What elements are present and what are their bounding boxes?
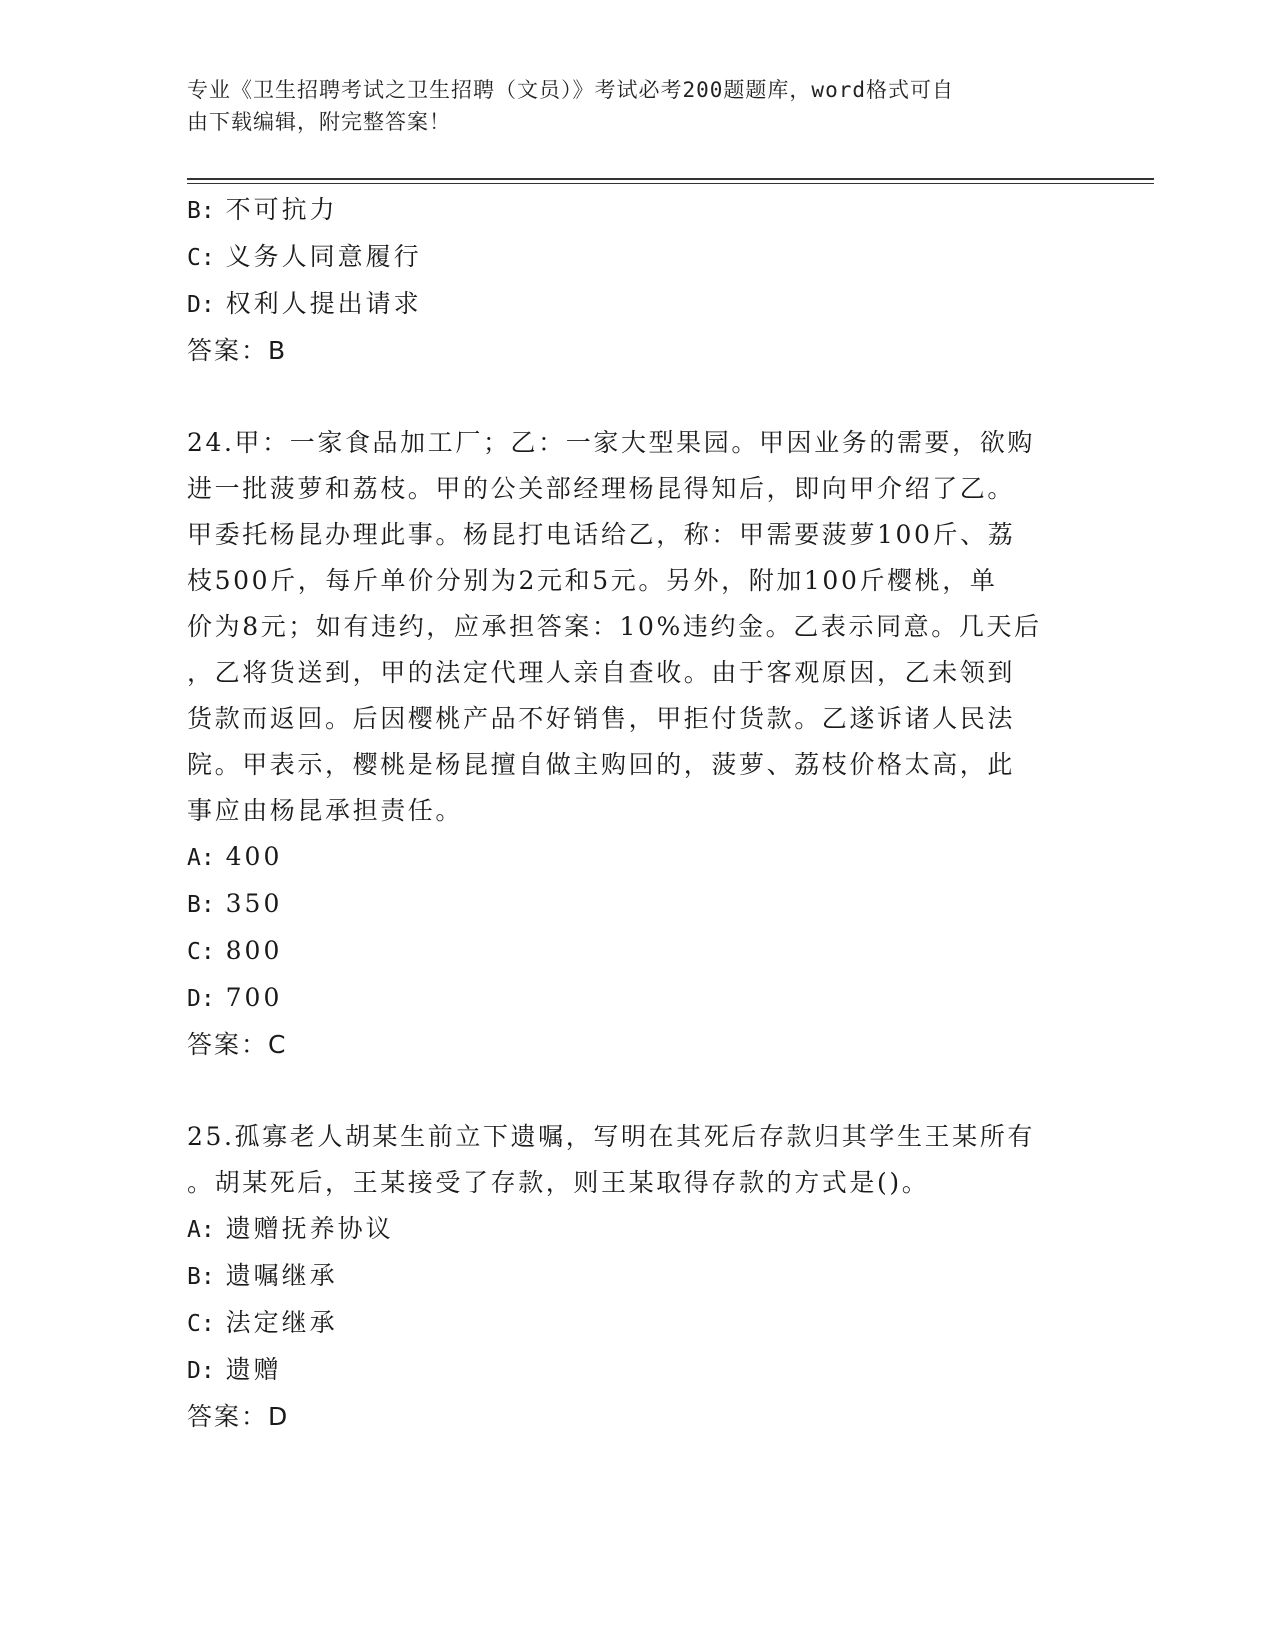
stem-line: 。胡某死后，王某接受了存款，则王某取得存款的方式是()。 xyxy=(187,1168,930,1197)
option-a xyxy=(187,834,1087,881)
option-text: 不可抗力 xyxy=(225,195,338,224)
option-b xyxy=(187,187,1087,234)
stem-line: 货款而返回。后因樱桃产品不好销售，甲拒付货款。乙遂诉诸人民法 xyxy=(187,704,1016,733)
document-body xyxy=(187,187,1087,1440)
option-letter: D: xyxy=(187,292,215,318)
option-letter: C: xyxy=(187,939,215,965)
stem-line: ，乙将货送到，甲的法定代理人亲自查收。由于客观原因，乙未领到 xyxy=(187,658,1016,687)
option-c xyxy=(187,234,1087,281)
option-text: 遗赠抚养协议 xyxy=(225,1214,394,1243)
option-text: 350 xyxy=(225,889,283,918)
option-text: 700 xyxy=(225,983,283,1012)
header-line-2: 由下载编辑，附完整答案！ xyxy=(187,110,451,134)
answer-line xyxy=(187,328,1087,374)
option-a xyxy=(187,1206,1087,1253)
stem-line: 24.甲：一家食品加工厂；乙：一家大型果园。甲因业务的需要，欲购 xyxy=(187,428,1035,457)
option-letter: B: xyxy=(187,1264,215,1290)
option-text: 义务人同意履行 xyxy=(225,242,422,271)
stem-line: 枝500斤，每斤单价分别为2元和5元。另外，附加100斤樱桃，单 xyxy=(187,566,998,595)
question-25 xyxy=(187,1114,1087,1440)
answer-line xyxy=(187,1394,1087,1440)
header-divider xyxy=(187,178,1154,180)
stem-line: 价为8元；如有违约，应承担答案：10%违约金。乙表示同意。几天后 xyxy=(187,612,1042,641)
stem-line: 进一批菠萝和荔枝。甲的公关部经理杨昆得知后，即向甲介绍了乙。 xyxy=(187,474,1016,503)
option-text: 800 xyxy=(225,936,283,965)
page-header xyxy=(187,74,1057,138)
answer-label: 答案： xyxy=(187,1402,269,1431)
answer-value: C xyxy=(268,1030,287,1059)
stem-line: 院。甲表示，樱桃是杨昆擅自做主购回的，菠萝、荔枝价格太高，此 xyxy=(187,750,1016,779)
stem-line: 事应由杨昆承担责任。 xyxy=(187,796,464,825)
question-stem xyxy=(187,1114,1087,1206)
option-text: 法定继承 xyxy=(225,1308,338,1337)
option-b xyxy=(187,1253,1087,1300)
question-23-tail xyxy=(187,187,1087,374)
question-stem xyxy=(187,420,1087,834)
option-letter: A: xyxy=(187,1217,215,1243)
option-letter: C: xyxy=(187,1311,215,1337)
header-line-1: 专业《卫生招聘考试之卫生招聘（文员）》考试必考200题题库，word格式可自 xyxy=(187,78,954,102)
spacer xyxy=(187,374,1087,420)
answer-label: 答案： xyxy=(187,336,269,365)
option-letter: D: xyxy=(187,1358,215,1384)
option-b xyxy=(187,881,1087,928)
option-c xyxy=(187,928,1087,975)
stem-line: 甲委托杨昆办理此事。杨昆打电话给乙，称：甲需要菠萝100斤、荔 xyxy=(187,520,1016,549)
option-text: 权利人提出请求 xyxy=(225,289,422,318)
option-letter: C: xyxy=(187,245,215,271)
option-d xyxy=(187,975,1087,1022)
option-letter: B: xyxy=(187,198,215,224)
answer-line xyxy=(187,1022,1087,1068)
option-text: 遗嘱继承 xyxy=(225,1261,338,1290)
option-letter: B: xyxy=(187,892,215,918)
option-letter: A: xyxy=(187,845,215,871)
option-d xyxy=(187,1347,1087,1394)
answer-label: 答案： xyxy=(187,1030,269,1059)
option-c xyxy=(187,1300,1087,1347)
option-d xyxy=(187,281,1087,328)
option-text: 400 xyxy=(225,842,283,871)
question-24 xyxy=(187,420,1087,1068)
stem-line: 25.孤寡老人胡某生前立下遗嘱，写明在其死后存款归其学生王某所有 xyxy=(187,1122,1035,1151)
answer-value: B xyxy=(268,336,287,365)
option-letter: D: xyxy=(187,986,215,1012)
option-text: 遗赠 xyxy=(225,1355,282,1384)
answer-value: D xyxy=(268,1402,289,1431)
spacer xyxy=(187,1068,1087,1114)
